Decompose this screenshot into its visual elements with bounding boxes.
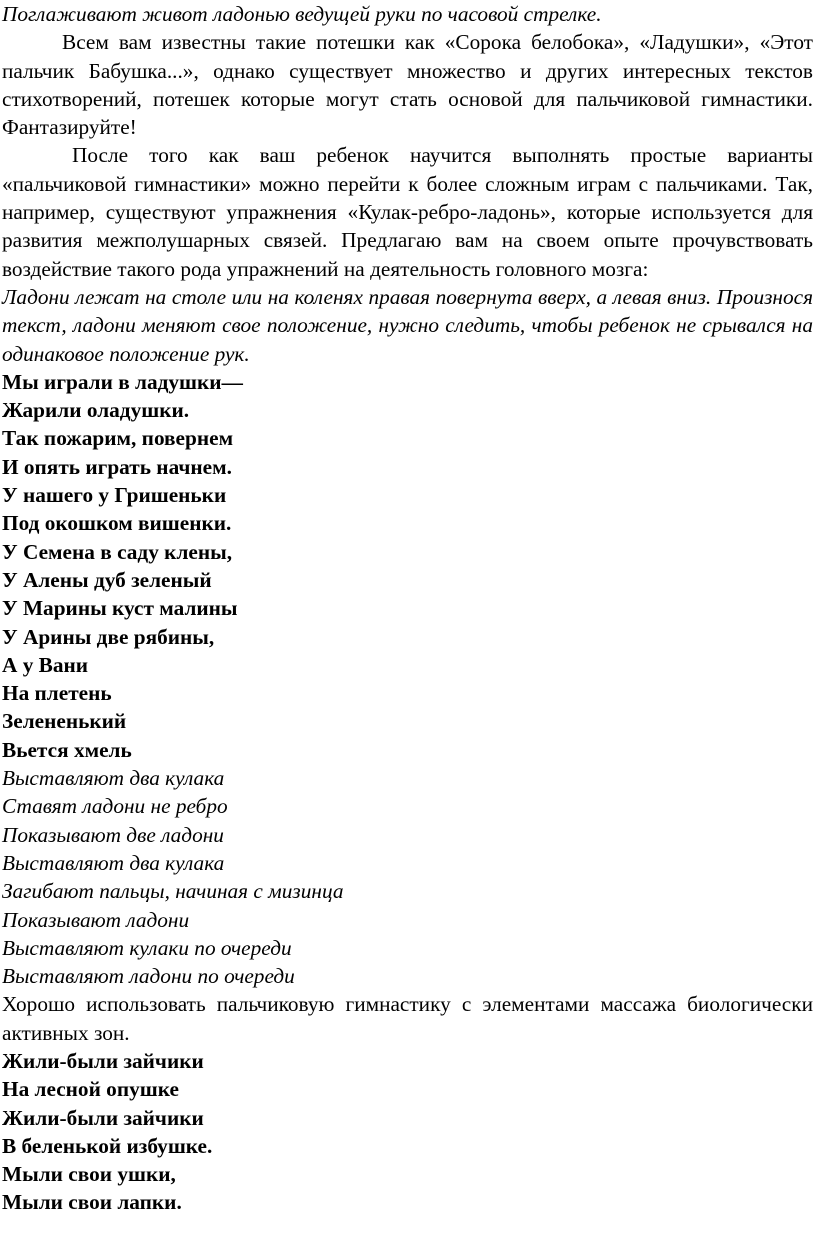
poem-line: Под окошком вишенки.: [2, 511, 232, 536]
action-line: Выставляют ладони по очереди: [2, 964, 295, 989]
action-line: Ставят ладони не ребро: [2, 794, 228, 819]
poem-line: Зелененький: [2, 709, 127, 734]
intro-instruction: Поглаживают живот ладонью ведущей руки по часовой стрелке.: [2, 2, 602, 26]
paragraph-3: Хорошо использовать пальчиковую гимнастику с элементами массажа биологически активных зон.: [2, 992, 813, 1045]
poem-line: У Арины две рябины,: [2, 624, 215, 649]
poem-line: Жарили оладушки.: [2, 398, 190, 423]
action-line: Выставляют два кулака: [2, 766, 225, 791]
poem-line: Мыли свои ушки,: [2, 1162, 176, 1187]
action-line: Показывают две ладони: [2, 822, 224, 847]
poem-line: И опять играть начнем.: [2, 454, 232, 479]
poem-line: В беленькой избушке.: [2, 1133, 213, 1158]
poem-line: У нашего у Гришеньки: [2, 483, 227, 508]
action-line: Выставляют два кулака: [2, 850, 225, 875]
poem-1-actions: [2, 764, 813, 990]
poem-2: [2, 1047, 813, 1217]
action-line: Загибают пальцы, начиная с мизинца: [2, 879, 344, 904]
paragraph-2: После того как ваш ребенок научится выполнять простые варианты «пальчиковой гимнастики» можно перейти к более сложным играм с пальчиками. Так, например, существуют упражнения «Кулак-ребро-ладонь», которые используется для развития межполушарных связей. Предлагаю вам на своем опыте прочувствовать воздействие такого рода упражнений на деятельность головного мозга:: [2, 143, 813, 281]
poem-line: Мы играли в ладушки—: [2, 369, 243, 394]
document-page: [2, 0, 813, 1217]
poem-line: А у Вани: [2, 652, 89, 677]
poem-line: Мыли свои лапки.: [2, 1190, 182, 1215]
poem-line: На плетень: [2, 681, 112, 706]
poem-line: У Алены дуб зеленый: [2, 567, 212, 592]
poem-line: На лесной опушке: [2, 1077, 179, 1102]
paragraph-1: Всем вам известны такие потешки как «Сорока белобока», «Ладушки», «Этот пальчик Бабушка...», однако существует множество и других интересных текстов стихотворений, потешек которые могут стать основой для пальчиковой гимнастики. Фантазируйте!: [2, 30, 813, 140]
action-line: Показывают ладони: [2, 907, 190, 932]
action-line: Выставляют кулаки по очереди: [2, 935, 292, 960]
exercise-instruction: Ладони лежат на столе или на коленях правая повернута вверх, а левая вниз. Произнося текст, ладони меняют свое положение, нужно следить, чтобы ребенок не срывался на одинаковое положение рук.: [2, 284, 813, 366]
poem-line: У Марины куст малины: [2, 596, 238, 621]
poem-line: Жили-были зайчики: [2, 1048, 204, 1073]
poem-line: Вьется хмель: [2, 737, 132, 762]
poem-line: Жили-были зайчики: [2, 1105, 204, 1130]
poem-line: У Семена в саду клены,: [2, 539, 233, 564]
poem-1: [2, 368, 813, 764]
poem-line: Так пожарим, повернем: [2, 426, 234, 451]
